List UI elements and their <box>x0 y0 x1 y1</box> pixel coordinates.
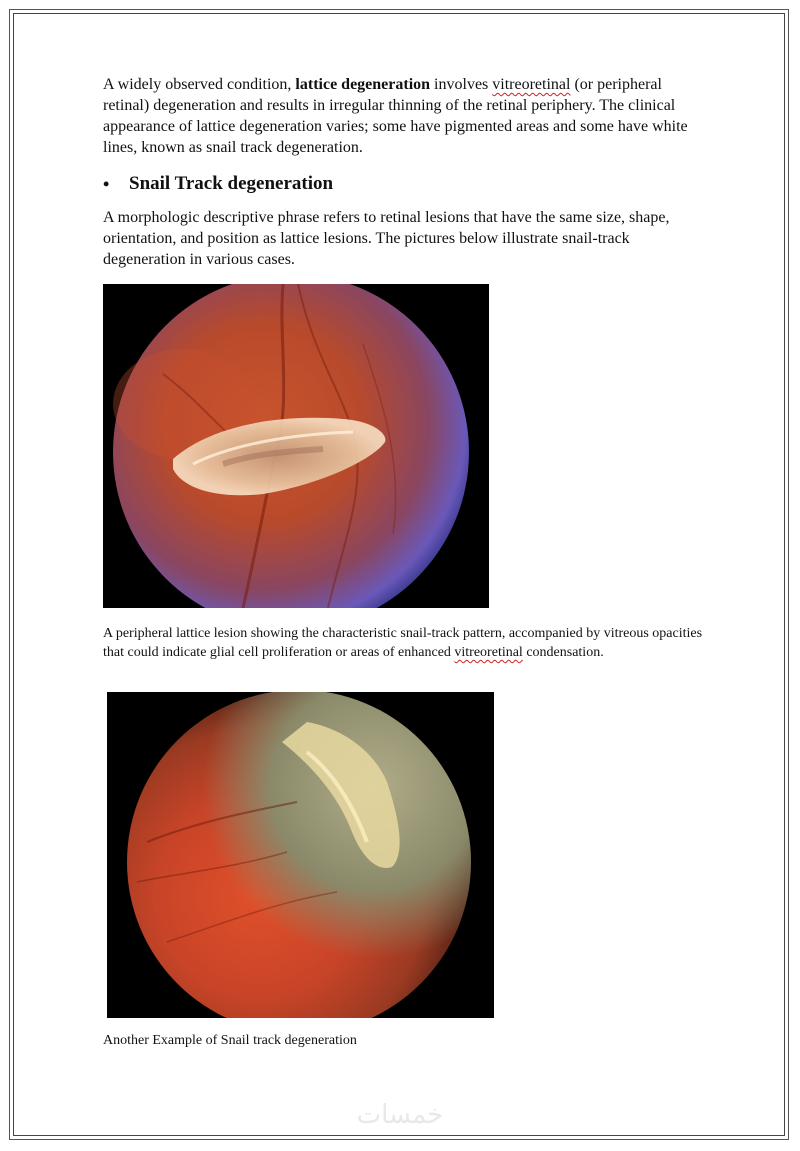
fundus-photo-snail-track-lesion <box>103 284 489 608</box>
intro-text-start: A widely observed condition, <box>103 76 296 93</box>
fundus-image-2 <box>107 692 494 1018</box>
fundus-photo-snail-track-example <box>107 692 494 1018</box>
watermark-logo: خمسات <box>356 1100 444 1130</box>
figure2-caption: Another Example of Snail track degeneration <box>103 1033 357 1048</box>
intro-paragraph <box>103 74 693 158</box>
bullet-point: • <box>103 173 110 194</box>
lattice-degeneration-term: lattice degeneration <box>295 76 431 93</box>
description-paragraph: A morphologic descriptive phrase refers to retinal lesions that have the same size, shape, orientation, and position as lattice lesions. The pictures below illustrate snail-track degeneration in various cases. <box>103 209 670 268</box>
fundus-image-1 <box>103 284 489 608</box>
intro-text-end: (or peripheral retinal) degeneration and results in irregular thinning of the retinal periphery. The clinical appearance of lattice degeneration varies; some have pigmented areas and some have white lines, known as snail track degeneration. <box>103 76 688 156</box>
section-title: Snail Track degeneration <box>129 173 334 194</box>
intro-text-mid: involves <box>430 76 493 93</box>
figure1-caption-text: A peripheral lattice lesion showing the characteristic snail-track pattern, accompanied by vitreous opacities that could indicate glial cell proliferation or areas of enhanced <box>103 626 703 660</box>
section-heading <box>103 173 333 195</box>
spellcheck-flagged-word[interactable]: vitreoretinal <box>454 645 523 660</box>
figure1-caption <box>103 624 703 662</box>
spellcheck-flagged-word[interactable]: vitreoretinal <box>492 76 571 93</box>
figure1-caption-end: condensation. <box>522 645 604 660</box>
